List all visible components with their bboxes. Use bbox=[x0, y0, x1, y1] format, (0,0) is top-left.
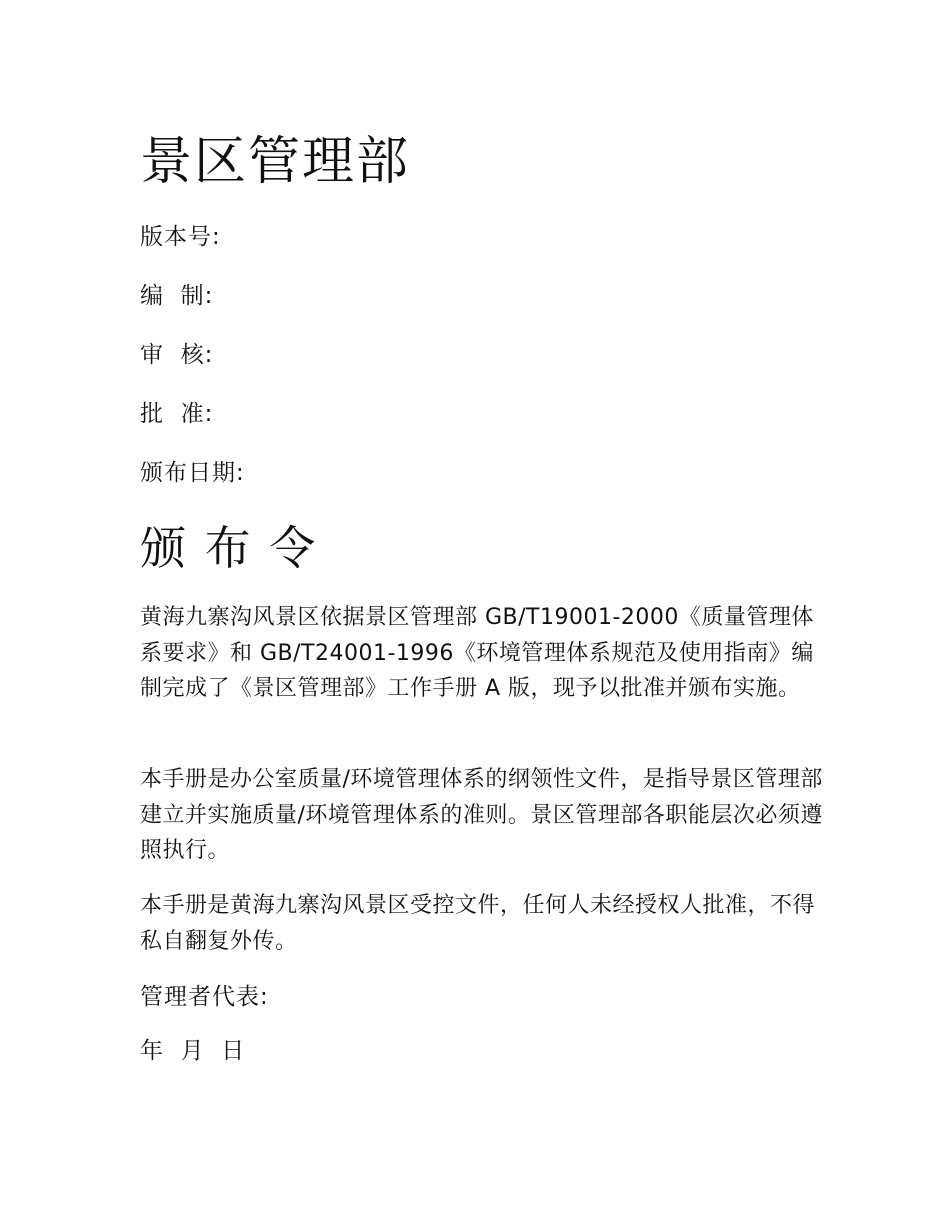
compiled-field: 编 制: bbox=[140, 283, 214, 309]
reviewed-field: 审 核: bbox=[140, 342, 214, 368]
date-line: 年 月 日 bbox=[140, 1038, 246, 1064]
decree-title: 颁 布 令 bbox=[140, 521, 318, 575]
paragraph-3: 本手册是黄海九寨沟风景区受控文件，任何人未经授权人批准，不得私自翻复外传。 bbox=[140, 893, 816, 954]
management-representative: 管理者代表: bbox=[140, 984, 269, 1010]
issue-date-field: 颁布日期: bbox=[140, 460, 245, 486]
paragraph-1: 黄海九寨沟风景区依据景区管理部 GB/T19001-2000《质量管理体系要求》和 GB/T24001-1996《环境管理体系规范及使用指南》编制完成了《景区管理部》工作手册 A 版，现予以批准并颁布实施。 bbox=[140, 605, 814, 701]
document-title: 景区管理部 bbox=[140, 132, 411, 192]
version-field: 版本号: bbox=[140, 224, 221, 250]
approved-field: 批 准: bbox=[140, 401, 214, 427]
paragraph-2: 本手册是办公室质量/环境管理体系的纲领性文件，是指导景区管理部建立并实施质量/环境管理体系的准则。景区管理部各职能层次必须遵照执行。 bbox=[140, 767, 823, 863]
